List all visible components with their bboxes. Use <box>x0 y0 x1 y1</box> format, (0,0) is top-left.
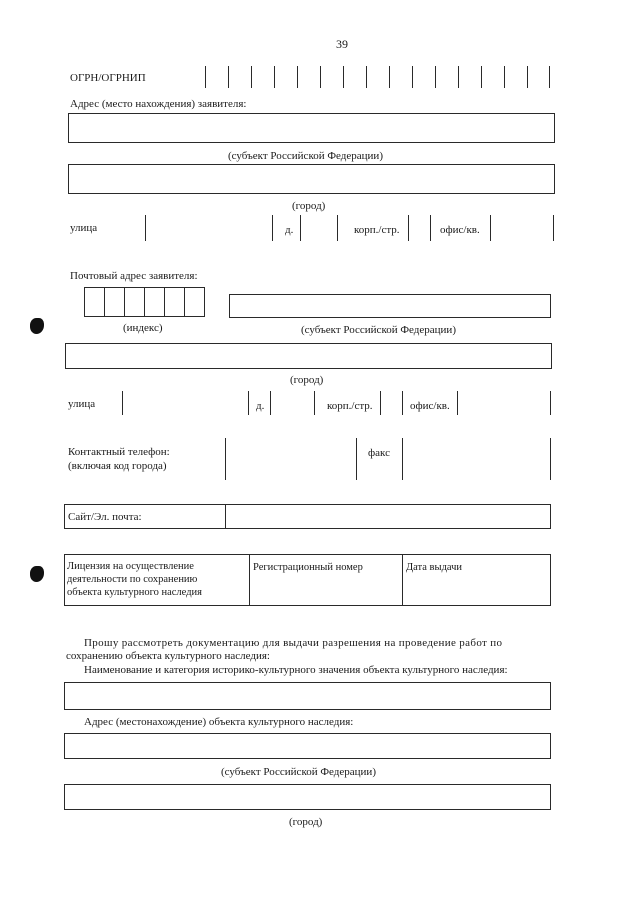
object-city-field[interactable] <box>64 784 551 810</box>
phone-label-line2: (включая код города) <box>68 460 167 472</box>
applicant-office-field[interactable] <box>490 215 553 241</box>
postal-index-field[interactable] <box>84 287 205 317</box>
applicant-street-label: улица <box>70 222 98 234</box>
postal-city-field[interactable] <box>65 343 552 369</box>
applicant-city-field[interactable] <box>68 164 555 194</box>
postal-house-label: д. <box>256 400 265 412</box>
postal-subject-field[interactable] <box>229 294 551 318</box>
punch-hole-mark <box>30 318 44 334</box>
license-col1-line1: Лицензия на осуществление <box>67 561 194 572</box>
applicant-street-field[interactable] <box>145 215 273 241</box>
license-col1-line2: деятельности по сохранению <box>67 574 198 585</box>
postal-street-label: улица <box>68 398 96 410</box>
postal-address-label: Почтовый адрес заявителя: <box>70 270 198 282</box>
applicant-office-label: офис/кв. <box>440 224 480 236</box>
license-number-field[interactable] <box>249 577 401 605</box>
postal-index-caption: (индекс) <box>123 322 163 334</box>
license-col2-header: Регистрационный номер <box>253 562 363 573</box>
name-category-label: Наименование и категория историко-культурного значения объекта культурного наследия: <box>84 664 508 676</box>
ogrn-field[interactable] <box>205 66 550 88</box>
page-number: 39 <box>336 37 348 51</box>
site-email-label: Сайт/Эл. почта: <box>68 511 142 523</box>
postal-building-field[interactable] <box>380 391 402 415</box>
applicant-building-label: корп./стр. <box>354 224 400 236</box>
license-col1-line3: объекта культурного наследия <box>67 587 202 598</box>
applicant-house-label: д. <box>285 224 294 236</box>
applicant-subject-field[interactable] <box>68 113 555 143</box>
site-email-field[interactable] <box>225 505 550 528</box>
phone-label-line1: Контактный телефон: <box>68 446 170 458</box>
license-date-field[interactable] <box>402 577 550 605</box>
postal-office-label: офис/кв. <box>410 400 450 412</box>
postal-city-caption: (город) <box>290 374 324 386</box>
object-subject-field[interactable] <box>64 733 551 759</box>
applicant-house-field[interactable] <box>300 215 337 241</box>
ogrn-label: ОГРН/ОГРНИП <box>70 72 146 84</box>
phone-field[interactable] <box>225 438 356 480</box>
punch-hole-mark <box>30 566 44 582</box>
applicant-building-field[interactable] <box>408 215 430 241</box>
postal-house-field[interactable] <box>270 391 314 415</box>
request-paragraph-line1: Прошу рассмотреть документацию для выдачи разрешения на проведение работ по <box>84 637 503 649</box>
postal-office-field[interactable] <box>457 391 550 415</box>
name-category-field[interactable] <box>64 682 551 710</box>
object-city-caption: (город) <box>289 816 323 828</box>
fax-field[interactable] <box>402 438 550 480</box>
fax-label: факс <box>368 447 390 459</box>
applicant-address-label: Адрес (место нахождения) заявителя: <box>70 98 247 110</box>
object-subject-caption: (субъект Российской Федерации) <box>221 766 376 778</box>
license-col3-header: Дата выдачи <box>406 562 463 573</box>
object-address-label: Адрес (местонахождение) объекта культурного наследия: <box>84 716 354 728</box>
postal-building-label: корп./стр. <box>327 400 373 412</box>
postal-street-field[interactable] <box>122 391 248 415</box>
applicant-subject-caption: (субъект Российской Федерации) <box>228 150 383 162</box>
request-paragraph-line2: сохранению объекта культурного наследия: <box>66 650 270 662</box>
postal-subject-caption: (субъект Российской Федерации) <box>301 324 456 336</box>
applicant-city-caption: (город) <box>292 200 326 212</box>
